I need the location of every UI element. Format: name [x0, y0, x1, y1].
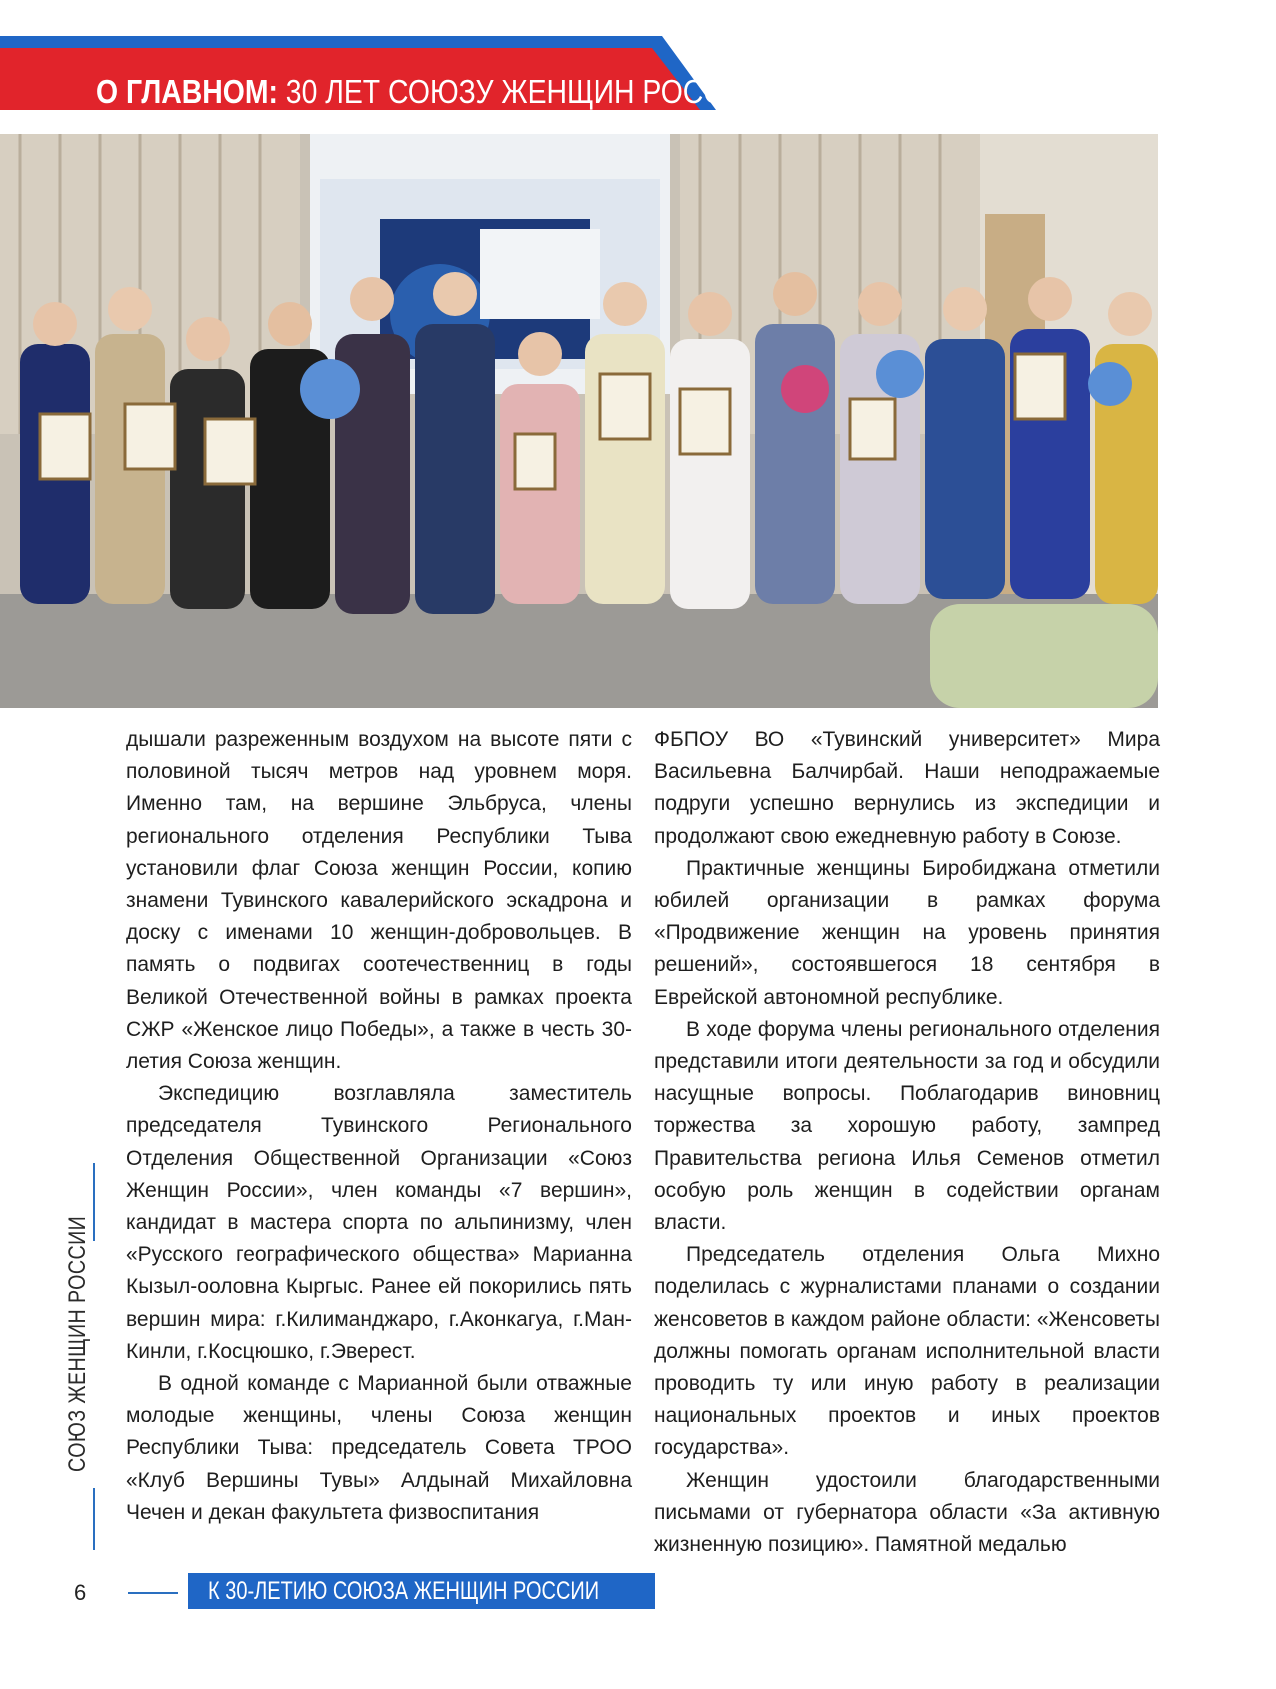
section-title-bold: О ГЛАВНОМ:	[96, 73, 278, 110]
group-photo-illustration	[0, 134, 1158, 708]
paragraph: ФБПОУ ВО «Тувинский университет» Мира Васильевна Балчирбай. Наши неподражаемые подруги успешно вернулись из экспедиции и продолжают свою ежедневную работу в Союзе.	[654, 728, 1160, 848]
paragraph: В ходе форума члены регионального отделения представили итоги деятельности за год и обсудили насущные вопросы. Поблагодарив виновниц торжества за хорошую работу, зампред Правительства региона Илья Семенов отметил особую роль женщин в содействии органам власти.	[654, 1017, 1160, 1235]
section-title-rest: 30 ЛЕТ СОЮЗУ ЖЕНЩИН РОССИИ	[285, 73, 765, 110]
side-label	[64, 1160, 92, 1472]
paragraph: дышали разреженным воздухом на высоте пяти с половиной тысяч метров над уровнем моря. Именно там, на вершине Эльбруса, члены регионального отделения Республики Тыва установили флаг Союза женщин России, копию знамени Тувинского кавалерийского эскадрона и доску с именами 10 женщин-добровольцев. В память о подвигах соотечественниц в годы Великой Отечественной войны в рамках проекта СЖР «Женское лицо Победы», а также в честь 30-летия Союза женщин.	[126, 728, 632, 1074]
paragraph: Экспедицию возглавляла заместитель председателя Тувинского Регионального Отделения Общественной Организации «Союз Женщин России», член команды «7 вершин», кандидат в мастера спорта по альпинизму, член «Русского географического общества» Марианна Кызыл-ооловна Кыргыс. Ранее ей покорились пять вершин мира: г.Килиманджаро, г.Аконкагуа, г.Ман-Кинли, г.Косцюшко, г.Эверест.	[126, 1082, 632, 1363]
side-divider-bottom	[93, 1488, 95, 1550]
page-number: 6	[74, 1580, 87, 1605]
footer-divider	[128, 1592, 178, 1594]
paragraph: В одной команде с Марианной были отважные молодые женщины, члены Союза женщин Республики Тыва: председатель Совета ТРОО «Клуб Вершины Тувы» Алдынай Михайловна Чечен и декан факультета физвоспитания	[126, 1372, 632, 1524]
paragraph: Практичные женщины Биробиджана отметили юбилей организации в рамках форума «Продвижение женщин на уровень принятия решений», состоявшегося 18 сентября в Еврейской автономной республике.	[654, 856, 1160, 1009]
section-title	[96, 70, 765, 114]
paragraph: Женщин удостоили благодарственными письмами от губернатора области «За активную жизненную позицию». Памятной медалью	[654, 1468, 1160, 1557]
side-label-text: СОЮЗ ЖЕНЩИН РОССИИ	[64, 1215, 91, 1472]
paragraph: Председатель отделения Ольга Михно поделилась с журналистами планами о создании женсоветов в каждом районе области: «Женсоветы должны помогать органам исполнительной власти проводить ту или иную работу в реализации национальных проектов и иных проектов государства».	[654, 1243, 1160, 1460]
footer-title: К 30-ЛЕТИЮ СОЮЗА ЖЕНЩИН РОССИИ	[208, 1577, 600, 1605]
group-photo	[0, 134, 1158, 708]
text-column-right	[654, 724, 1160, 1561]
side-divider-top	[93, 1163, 95, 1241]
text-column-left	[126, 724, 632, 1529]
